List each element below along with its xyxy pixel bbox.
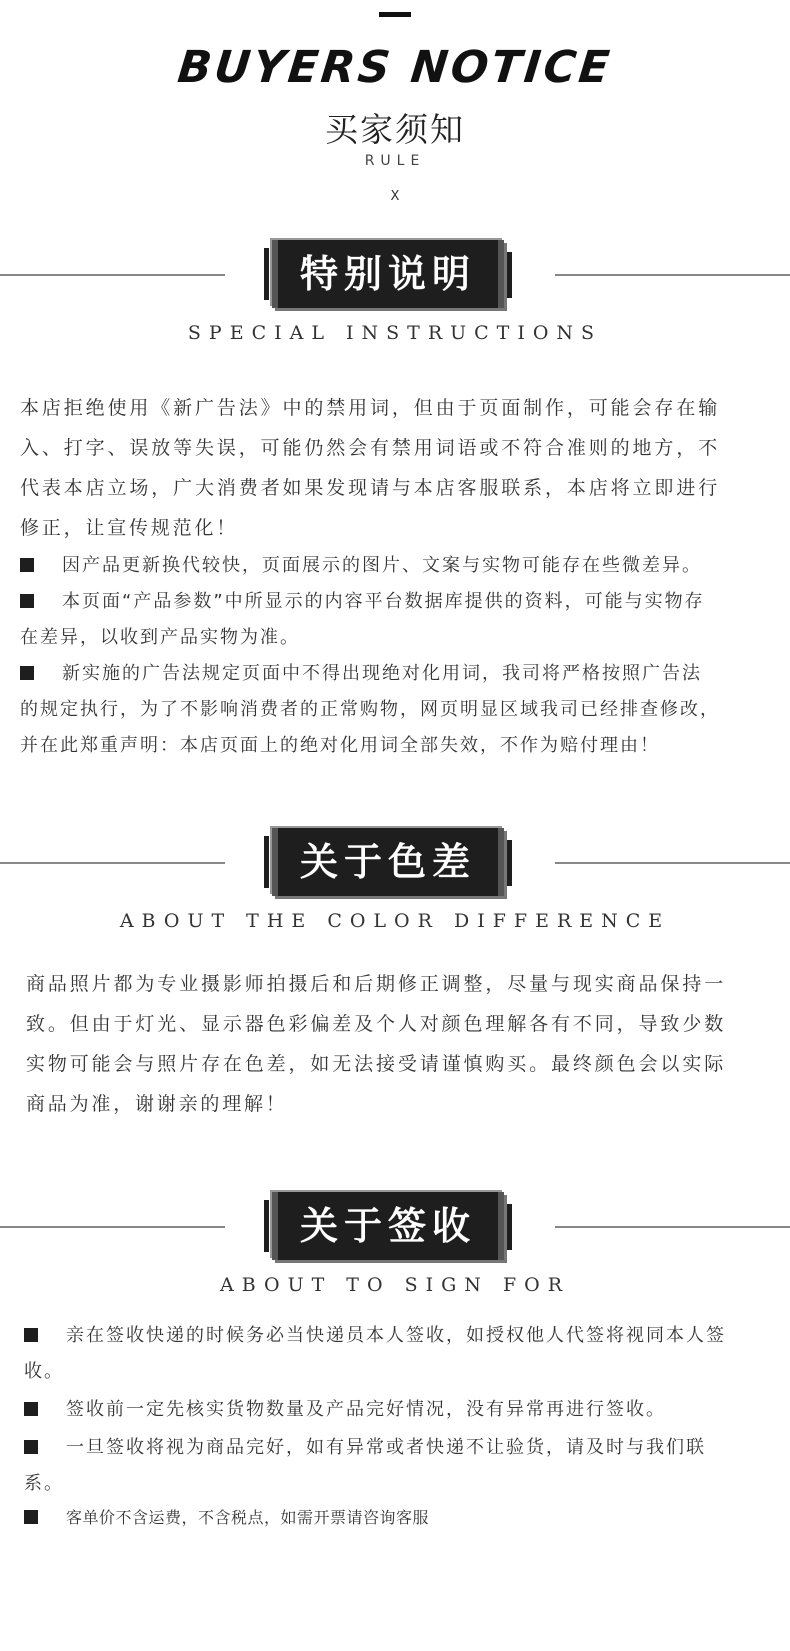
section-badge: 关于色差 — [272, 828, 504, 896]
section-badge: 特别说明 — [272, 240, 504, 308]
section-special-header — [0, 240, 790, 370]
page-title-cn: 买家须知 — [325, 110, 465, 149]
divider-line-left — [0, 1226, 225, 1228]
section-subtitle: ABOUT TO SIGN FOR — [219, 1274, 571, 1296]
list-item: 亲在签收快递的时候务必当快递员本人签收，如授权他人代签将视同本人签收。 — [24, 1325, 726, 1382]
bullet-square-icon — [24, 1402, 38, 1416]
bullet-square-icon — [24, 1440, 38, 1454]
divider-line-left — [0, 862, 225, 864]
special-paragraph: 本店拒绝使用《新广告法》中的禁用词，但由于页面制作，可能会存在输入、打字、误放等失误，可能仍然会有禁用词语或不符合准则的地方，不代表本店立场，广大消费者如果发现请与本店客服联系，本店将立即进行修正，让宣传规范化！ — [20, 397, 720, 539]
x-mark: X — [390, 189, 400, 204]
bullet-square-icon — [24, 1510, 38, 1524]
rule-label: RULE — [364, 153, 426, 169]
section-subtitle: ABOUT THE COLOR DIFFERENCE — [119, 910, 671, 932]
page-title-en: BUYERS NOTICE — [175, 42, 615, 93]
divider-line-left — [0, 274, 225, 276]
bullet-square-icon — [24, 1328, 38, 1342]
list-item: 本页面“产品参数”中所显示的内容平台数据库提供的资料，可能与实物存在差异，以收到产品实物为准。 — [20, 591, 705, 648]
divider-line-right — [555, 274, 790, 276]
divider-line-right — [555, 862, 790, 864]
list-item: 客单价不含运费，不含税点，如需开票请咨询客服 — [24, 1500, 734, 1536]
bullet-square-icon — [20, 558, 34, 572]
section-badge: 关于签收 — [272, 1192, 504, 1260]
section-sign-header — [0, 1192, 790, 1322]
divider-line-right — [555, 1226, 790, 1228]
list-item: 因产品更新换代较快，页面展示的图片、文案与实物可能存在些微差异。 — [20, 548, 730, 584]
section-subtitle: SPECIAL INSTRUCTIONS — [187, 322, 603, 344]
section-color-header — [0, 828, 790, 958]
color-paragraph: 商品照片都为专业摄影师拍摄后和后期修正调整，尽量与现实商品保持一致。但由于灯光、显示器色彩偏差及个人对颜色理解各有不同，导致少数实物可能会与照片存在色差，如无法接受请谨慎购买。最终颜色会以实际商品为准，谢谢亲的理解！ — [26, 973, 726, 1115]
bullet-square-icon — [20, 594, 34, 608]
top-accent-bar — [379, 12, 411, 17]
list-item: 新实施的广告法规定页面中不得出现绝对化用词，我司将严格按照广告法的规定执行，为了不影响消费者的正常购物，网页明显区域我司已经排查修改，并在此郑重声明：本店页面上的绝对化用词全部失效，不作为赔付理由！ — [20, 663, 720, 756]
list-item: 一旦签收将视为商品完好，如有异常或者快递不让验货，请及时与我们联系。 — [24, 1437, 706, 1494]
list-item: 签收前一定先核实货物数量及产品完好情况，没有异常再进行签收。 — [24, 1392, 734, 1428]
bullet-square-icon — [20, 666, 34, 680]
